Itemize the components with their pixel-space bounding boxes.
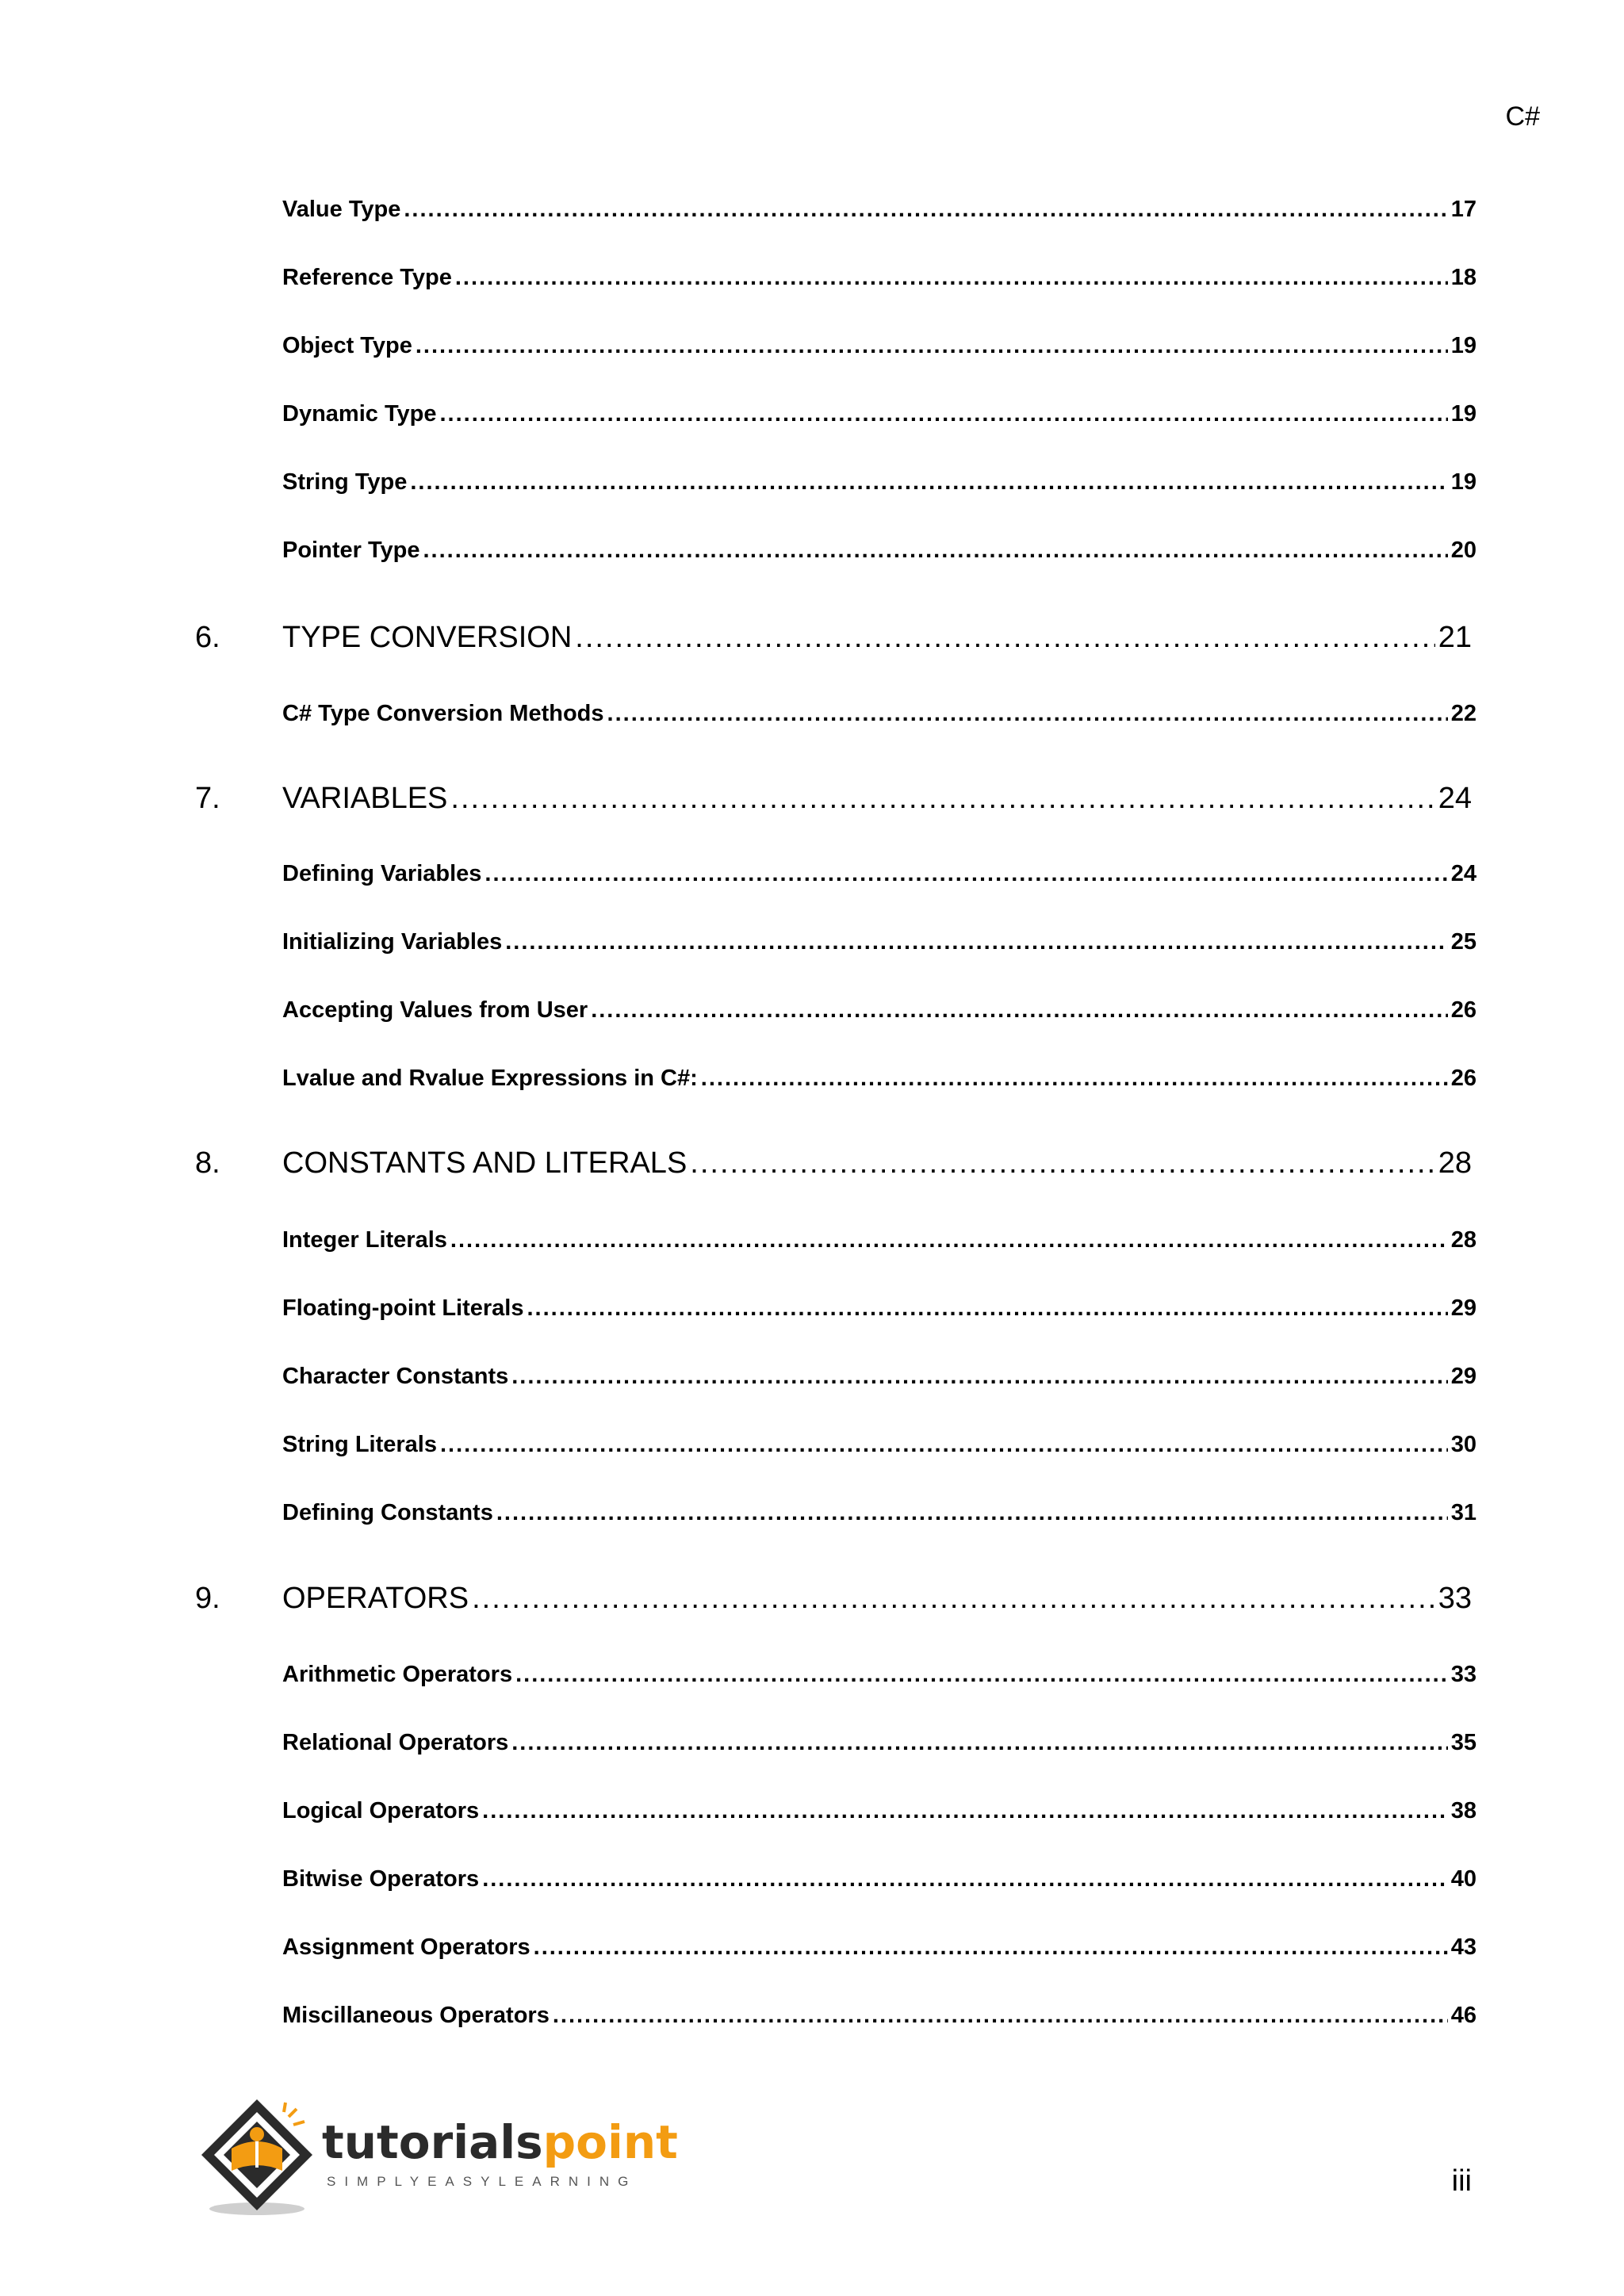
logo-wordmark — [322, 2115, 678, 2169]
toc-dot-leader — [553, 2003, 1448, 2029]
toc-chapter-entry[interactable] — [195, 782, 1472, 816]
toc-entry-page: 24 — [1450, 861, 1477, 886]
toc-section-entry[interactable] — [282, 1500, 1477, 1526]
toc-entry-label: String Literals — [282, 1432, 437, 1457]
toc-entry-label: Dynamic Type — [282, 401, 437, 427]
toc-entry-page: 26 — [1450, 997, 1477, 1023]
toc-entry-label: Defining Variables — [282, 861, 482, 886]
toc-dot-leader — [485, 861, 1447, 887]
toc-entry-label: TYPE CONVERSION — [282, 621, 573, 654]
toc-entry-page: 33 — [1450, 1662, 1477, 1687]
toc-section-entry[interactable] — [282, 333, 1477, 359]
toc-entry-page: 29 — [1450, 1295, 1477, 1321]
toc-chapter-entry[interactable] — [195, 1146, 1472, 1181]
toc-entry-label: CONSTANTS AND LITERALS — [282, 1146, 688, 1180]
toc-dot-leader — [505, 929, 1448, 955]
toc-section-entry[interactable] — [282, 2003, 1477, 2029]
toc-dot-leader — [607, 701, 1448, 727]
toc-entry-page: 43 — [1450, 1934, 1477, 1960]
toc-entry-label: Arithmetic Operators — [282, 1662, 513, 1687]
toc-dot-leader — [534, 1934, 1448, 1961]
toc-entry-page: 21 — [1438, 621, 1472, 654]
toc-entry-page: 40 — [1450, 1866, 1477, 1892]
toc-entry-page: 46 — [1450, 2003, 1477, 2028]
toc-dot-leader — [423, 538, 1448, 564]
toc-section-entry[interactable] — [282, 997, 1477, 1024]
toc-section-entry[interactable] — [282, 1227, 1477, 1253]
toc-section-entry[interactable] — [282, 401, 1477, 427]
toc-section-entry[interactable] — [282, 701, 1477, 727]
toc-entry-page: 18 — [1450, 265, 1477, 290]
toc-chapter-entry[interactable] — [195, 1582, 1472, 1616]
toc-section-entry[interactable] — [282, 1364, 1477, 1390]
logo-wordmark-part2: point — [542, 2115, 678, 2169]
toc-dot-leader — [527, 1295, 1448, 1322]
toc-entry-label: Defining Constants — [282, 1500, 493, 1525]
toc-entry-page: 22 — [1450, 701, 1477, 726]
toc-dot-leader — [404, 197, 1447, 223]
toc-entry-page: 19 — [1450, 401, 1477, 427]
logo-tagline: SIMPLYEASYLEARNING — [327, 2174, 638, 2189]
toc-dot-leader — [496, 1500, 1448, 1526]
toc-entry-page: 17 — [1450, 197, 1477, 222]
toc-entry-page: 19 — [1450, 469, 1477, 495]
toc-entry-page: 38 — [1450, 1798, 1477, 1823]
toc-chapter-number: 8. — [195, 1146, 220, 1180]
toc-section-entry[interactable] — [282, 1798, 1477, 1824]
toc-section-entry[interactable] — [282, 1934, 1477, 1961]
tutorialspoint-logo — [195, 2093, 678, 2220]
toc-dot-leader — [439, 401, 1447, 427]
toc-entry-label: Bitwise Operators — [282, 1866, 480, 1892]
toc-dot-leader — [515, 1662, 1448, 1688]
toc-section-entry[interactable] — [282, 265, 1477, 291]
toc-dot-leader — [440, 1432, 1448, 1458]
toc-section-entry[interactable] — [282, 1295, 1477, 1322]
toc-dot-leader — [455, 265, 1448, 291]
toc-entry-label: String Type — [282, 469, 408, 495]
toc-entry-label: Assignment Operators — [282, 1934, 530, 1960]
toc-entry-page: 28 — [1438, 1146, 1472, 1180]
toc-section-entry[interactable] — [282, 861, 1477, 887]
toc-entry-page: 26 — [1450, 1066, 1477, 1091]
toc-entry-label: Integer Literals — [282, 1227, 447, 1253]
toc-section-entry[interactable] — [282, 1066, 1477, 1092]
running-header-title: C# — [1505, 101, 1540, 132]
toc-dot-leader — [591, 997, 1448, 1024]
toc-entry-page: 19 — [1450, 333, 1477, 358]
toc-chapter-number: 7. — [195, 782, 220, 815]
toc-entry-page: 25 — [1450, 929, 1477, 955]
toc-chapter-entry[interactable] — [195, 621, 1472, 655]
toc-section-entry[interactable] — [282, 538, 1477, 564]
toc-dot-leader — [701, 1066, 1448, 1092]
toc-section-entry[interactable] — [282, 1662, 1477, 1688]
toc-entry-label: Pointer Type — [282, 538, 420, 563]
toc-entry-label: Accepting Values from User — [282, 997, 588, 1023]
toc-section-entry[interactable] — [282, 929, 1477, 955]
toc-entry-label: Value Type — [282, 197, 401, 222]
toc-entry-page: 35 — [1450, 1730, 1477, 1755]
toc-entry-page: 30 — [1450, 1432, 1477, 1457]
toc-entry-label: C# Type Conversion Methods — [282, 701, 604, 726]
page-number: iii — [1451, 2164, 1472, 2198]
toc-entry-label: VARIABLES — [282, 782, 448, 815]
toc-dot-leader — [482, 1798, 1448, 1824]
toc-chapter-number: 9. — [195, 1582, 220, 1615]
toc-entry-page: 29 — [1450, 1364, 1477, 1389]
toc-dot-leader — [482, 1866, 1448, 1892]
toc-entry-label: Floating-point Literals — [282, 1295, 524, 1321]
toc-dot-leader — [690, 1146, 1434, 1181]
toc-entry-label: Miscillaneous Operators — [282, 2003, 550, 2028]
toc-entry-page: 24 — [1438, 782, 1472, 815]
toc-section-entry[interactable] — [282, 197, 1477, 223]
toc-entry-label: Relational Operators — [282, 1730, 509, 1755]
toc-entry-page: 20 — [1450, 538, 1477, 563]
tutorialspoint-logo-icon — [195, 2093, 322, 2220]
toc-entry-label: Character Constants — [282, 1364, 509, 1389]
toc-section-entry[interactable] — [282, 1730, 1477, 1756]
toc-dot-leader — [511, 1364, 1447, 1390]
toc-dot-leader — [450, 782, 1434, 816]
toc-entry-label: Initializing Variables — [282, 929, 503, 955]
logo-wordmark-part1: tutorials — [322, 2115, 543, 2169]
toc-entry-page: 33 — [1438, 1582, 1472, 1615]
toc-entry-label: Lvalue and Rvalue Expressions in C#: — [282, 1066, 698, 1091]
toc-entry-label: OPERATORS — [282, 1582, 469, 1615]
toc-entry-label: Reference Type — [282, 265, 452, 290]
toc-chapter-number: 6. — [195, 621, 220, 654]
toc-dot-leader — [450, 1227, 1448, 1253]
toc-dot-leader — [416, 333, 1448, 359]
toc-section-entry[interactable] — [282, 1432, 1477, 1458]
toc-entry-label: Logical Operators — [282, 1798, 480, 1823]
toc-section-entry[interactable] — [282, 1866, 1477, 1892]
toc-section-entry[interactable] — [282, 469, 1477, 496]
toc-dot-leader — [575, 621, 1434, 655]
toc-dot-leader — [511, 1730, 1447, 1756]
toc-dot-leader — [472, 1582, 1435, 1616]
toc-entry-label: Object Type — [282, 333, 412, 358]
toc-entry-page: 28 — [1450, 1227, 1477, 1253]
toc-dot-leader — [410, 469, 1447, 496]
toc-entry-page: 31 — [1450, 1500, 1477, 1525]
